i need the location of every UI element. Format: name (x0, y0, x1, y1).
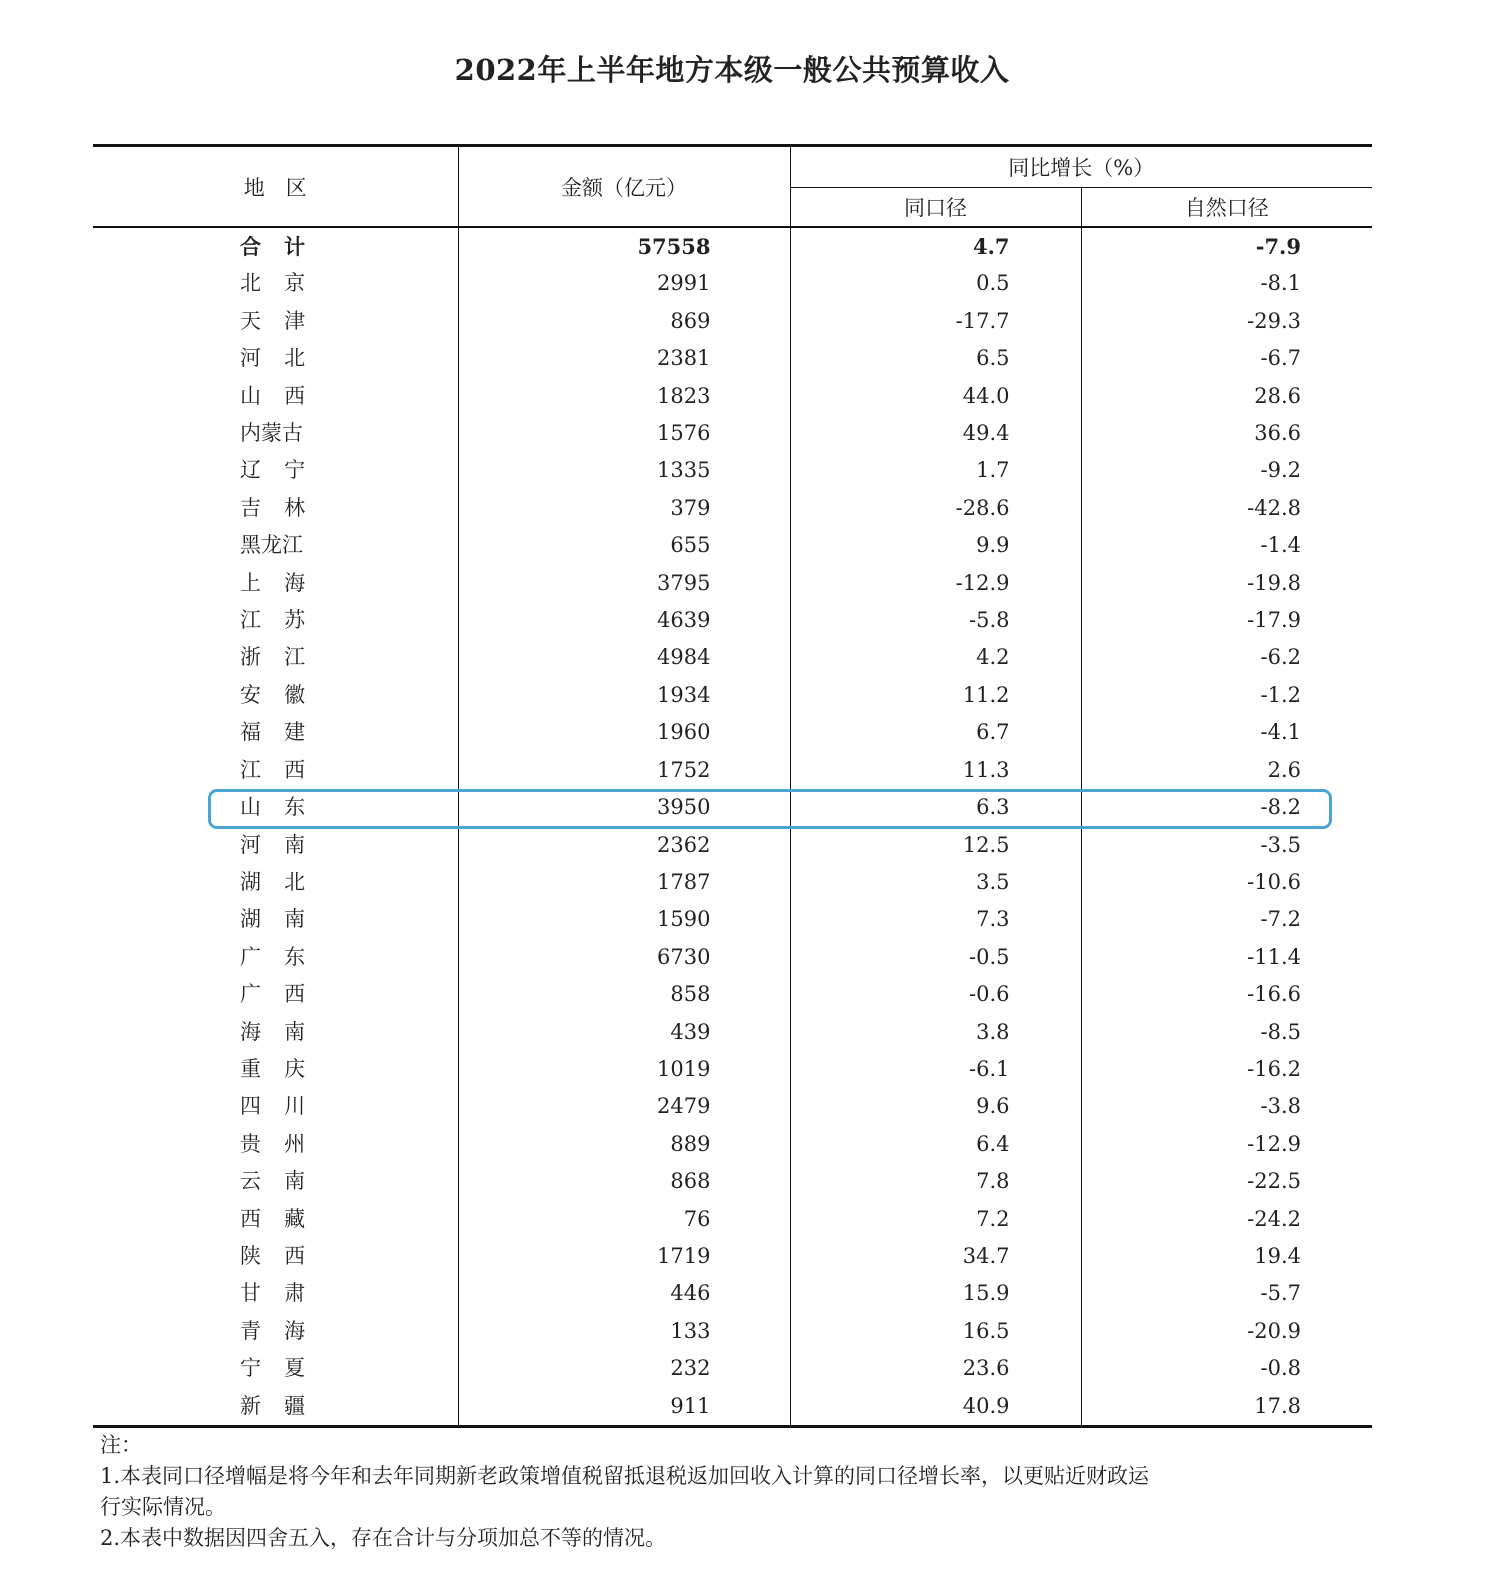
table-row (93, 340, 1372, 377)
region-cell: 新疆 (93, 1388, 458, 1427)
header-region: 地 区 (93, 146, 458, 228)
same-basis-cell: 11.2 (790, 677, 1081, 714)
table-row-total (93, 227, 1372, 265)
same-basis-cell: -5.8 (790, 602, 1081, 639)
region-cell: 辽宁 (240, 458, 329, 483)
amount-cell: 1590 (458, 901, 790, 938)
same-basis-cell: 3.5 (790, 864, 1081, 901)
same-basis-cell: -6.1 (790, 1051, 1081, 1088)
natural-basis-cell: -5.7 (1081, 1275, 1372, 1312)
amount-cell: 2479 (458, 1088, 790, 1125)
amount-cell: 911 (458, 1388, 790, 1427)
same-basis-cell: 6.4 (790, 1126, 1081, 1163)
natural-basis-cell: -1.4 (1081, 527, 1372, 564)
amount-cell: 1934 (458, 677, 790, 714)
same-basis-cell: 15.9 (790, 1275, 1081, 1312)
region-cell: 河南 (240, 832, 329, 857)
region-cell: 天津 (240, 308, 329, 333)
same-basis-cell: 23.6 (790, 1350, 1081, 1387)
natural-basis-cell: -29.3 (1081, 303, 1372, 340)
amount-cell: 1019 (458, 1051, 790, 1088)
table-row (93, 752, 1372, 789)
amount-cell: 3795 (458, 565, 790, 602)
region-cell: 上海 (240, 570, 329, 595)
table-row (93, 1014, 1372, 1051)
amount-cell: 1823 (458, 378, 790, 415)
natural-basis-cell: -8.2 (1081, 789, 1372, 826)
table-row (93, 1388, 1372, 1427)
table-row (93, 303, 1372, 340)
same-basis-cell: 40.9 (790, 1388, 1081, 1427)
region-cell: 贵州 (240, 1131, 329, 1156)
header-same-basis: 同口径 (790, 188, 1081, 228)
amount-cell: 858 (458, 976, 790, 1013)
note-line: 1.本表同口径增幅是将今年和去年同期新老政策增值税留抵退税返加回收入计算的同口径增长率，以更贴近财政运 (100, 1464, 1150, 1488)
region-cell: 宁夏 (240, 1356, 329, 1381)
same-basis-cell: -12.9 (790, 565, 1081, 602)
region-cell: 湖南 (240, 907, 329, 932)
table-row (93, 864, 1372, 901)
same-basis-cell: 11.3 (790, 752, 1081, 789)
amount-cell: 868 (458, 1163, 790, 1200)
same-basis-cell: 49.4 (790, 415, 1081, 452)
amount-cell: 446 (458, 1275, 790, 1312)
region-cell: 云南 (240, 1169, 329, 1194)
amount-cell: 57558 (458, 227, 790, 265)
same-basis-cell: 4.7 (790, 227, 1081, 265)
natural-basis-cell: 2.6 (1081, 752, 1372, 789)
amount-cell: 869 (458, 303, 790, 340)
natural-basis-cell: -24.2 (1081, 1201, 1372, 1238)
natural-basis-cell: -6.2 (1081, 639, 1372, 676)
natural-basis-cell: -6.7 (1081, 340, 1372, 377)
amount-cell: 889 (458, 1126, 790, 1163)
table-row (93, 1350, 1372, 1387)
amount-cell: 133 (458, 1313, 790, 1350)
table-row (93, 265, 1372, 302)
same-basis-cell: 4.2 (790, 639, 1081, 676)
natural-basis-cell: 19.4 (1081, 1238, 1372, 1275)
table-row (93, 901, 1372, 938)
table-row (93, 1201, 1372, 1238)
table-row (93, 939, 1372, 976)
region-cell: 重庆 (240, 1056, 329, 1081)
same-basis-cell: 12.5 (790, 827, 1081, 864)
region-cell: 四川 (240, 1094, 329, 1119)
region-cell: 福建 (240, 720, 329, 745)
table-row (93, 527, 1372, 564)
amount-cell: 1960 (458, 714, 790, 751)
region-cell: 浙江 (240, 645, 329, 670)
amount-cell: 232 (458, 1350, 790, 1387)
natural-basis-cell: -22.5 (1081, 1163, 1372, 1200)
same-basis-cell: 1.7 (790, 452, 1081, 489)
same-basis-cell: 7.3 (790, 901, 1081, 938)
note-line: 2.本表中数据因四舍五入，存在合计与分项加总不等的情况。 (100, 1526, 667, 1550)
natural-basis-cell: -7.9 (1081, 227, 1372, 265)
natural-basis-cell: 28.6 (1081, 378, 1372, 415)
notes-label: 注： (100, 1433, 142, 1457)
region-cell: 广西 (240, 982, 329, 1007)
table-row (93, 1126, 1372, 1163)
region-cell: 吉林 (240, 495, 329, 520)
natural-basis-cell: -3.8 (1081, 1088, 1372, 1125)
region-cell: 甘肃 (240, 1281, 329, 1306)
table-row (93, 602, 1372, 639)
table-row (93, 1313, 1372, 1350)
same-basis-cell: -28.6 (790, 490, 1081, 527)
region-cell: 湖北 (240, 869, 329, 894)
table-row (93, 1051, 1372, 1088)
region-cell: 河北 (240, 346, 329, 371)
natural-basis-cell: -16.2 (1081, 1051, 1372, 1088)
table-row (93, 490, 1372, 527)
same-basis-cell: -17.7 (790, 303, 1081, 340)
same-basis-cell: 3.8 (790, 1014, 1081, 1051)
region-cell: 西藏 (240, 1206, 329, 1231)
natural-basis-cell: -16.6 (1081, 976, 1372, 1013)
table-row (93, 789, 1372, 826)
region-cell: 陕西 (240, 1243, 329, 1268)
table-row (93, 714, 1372, 751)
same-basis-cell: -0.6 (790, 976, 1081, 1013)
natural-basis-cell: -1.2 (1081, 677, 1372, 714)
natural-basis-cell: -12.9 (1081, 1126, 1372, 1163)
same-basis-cell: 7.8 (790, 1163, 1081, 1200)
natural-basis-cell: -4.1 (1081, 714, 1372, 751)
amount-cell: 1576 (458, 415, 790, 452)
amount-cell: 76 (458, 1201, 790, 1238)
amount-cell: 2362 (458, 827, 790, 864)
region-cell: 内蒙古 (240, 421, 303, 446)
same-basis-cell: 0.5 (790, 265, 1081, 302)
region-cell: 海南 (240, 1019, 329, 1044)
natural-basis-cell: -42.8 (1081, 490, 1372, 527)
notes (100, 1430, 1149, 1554)
same-basis-cell: 34.7 (790, 1238, 1081, 1275)
header-growth: 同比增长（%） (790, 146, 1372, 188)
amount-cell: 439 (458, 1014, 790, 1051)
region-cell: 广东 (240, 944, 329, 969)
amount-cell: 379 (458, 490, 790, 527)
amount-cell: 1719 (458, 1238, 790, 1275)
amount-cell: 1335 (458, 452, 790, 489)
table-row (93, 1163, 1372, 1200)
natural-basis-cell: -17.9 (1081, 602, 1372, 639)
same-basis-cell: 16.5 (790, 1313, 1081, 1350)
header-amount: 金额（亿元） (458, 146, 790, 228)
region-cell: 黑龙江 (240, 533, 303, 558)
natural-basis-cell: -20.9 (1081, 1313, 1372, 1350)
header-natural-basis: 自然口径 (1081, 188, 1372, 228)
amount-cell: 1787 (458, 864, 790, 901)
region-cell: 江苏 (240, 608, 329, 633)
note-line: 行实际情况。 (100, 1495, 226, 1519)
same-basis-cell: 9.6 (790, 1088, 1081, 1125)
table-row (93, 1275, 1372, 1312)
amount-cell: 2991 (458, 265, 790, 302)
region-cell: 山西 (240, 383, 329, 408)
natural-basis-cell: 36.6 (1081, 415, 1372, 452)
region-cell: 北京 (240, 271, 329, 296)
natural-basis-cell: -3.5 (1081, 827, 1372, 864)
region-cell: 江西 (240, 757, 329, 782)
natural-basis-cell: -9.2 (1081, 452, 1372, 489)
natural-basis-cell: -8.5 (1081, 1014, 1372, 1051)
amount-cell: 655 (458, 527, 790, 564)
table-row (93, 976, 1372, 1013)
same-basis-cell: 6.5 (790, 340, 1081, 377)
region-cell: 安徽 (240, 682, 329, 707)
table-row (93, 378, 1372, 415)
table-row (93, 677, 1372, 714)
region-cell: 合计 (240, 234, 329, 259)
natural-basis-cell: -8.1 (1081, 265, 1372, 302)
natural-basis-cell: -0.8 (1081, 1350, 1372, 1387)
table-row (93, 565, 1372, 602)
amount-cell: 3950 (458, 789, 790, 826)
amount-cell: 4639 (458, 602, 790, 639)
natural-basis-cell: -11.4 (1081, 939, 1372, 976)
table-row (93, 1088, 1372, 1125)
same-basis-cell: -0.5 (790, 939, 1081, 976)
natural-basis-cell: 17.8 (1081, 1388, 1372, 1427)
table-row (93, 452, 1372, 489)
revenue-table (93, 144, 1372, 1428)
table-row (93, 827, 1372, 864)
same-basis-cell: 44.0 (790, 378, 1081, 415)
amount-cell: 4984 (458, 639, 790, 676)
same-basis-cell: 7.2 (790, 1201, 1081, 1238)
natural-basis-cell: -19.8 (1081, 565, 1372, 602)
region-cell: 青海 (240, 1318, 329, 1343)
natural-basis-cell: -7.2 (1081, 901, 1372, 938)
same-basis-cell: 6.7 (790, 714, 1081, 751)
region-cell: 山东 (240, 795, 329, 820)
same-basis-cell: 9.9 (790, 527, 1081, 564)
amount-cell: 1752 (458, 752, 790, 789)
amount-cell: 6730 (458, 939, 790, 976)
natural-basis-cell: -10.6 (1081, 864, 1372, 901)
page-title: 2022年上半年地方本级一般公共预算收入 (454, 53, 1010, 87)
table-row (93, 639, 1372, 676)
same-basis-cell: 6.3 (790, 789, 1081, 826)
table-row (93, 415, 1372, 452)
amount-cell: 2381 (458, 340, 790, 377)
table-row (93, 1238, 1372, 1275)
